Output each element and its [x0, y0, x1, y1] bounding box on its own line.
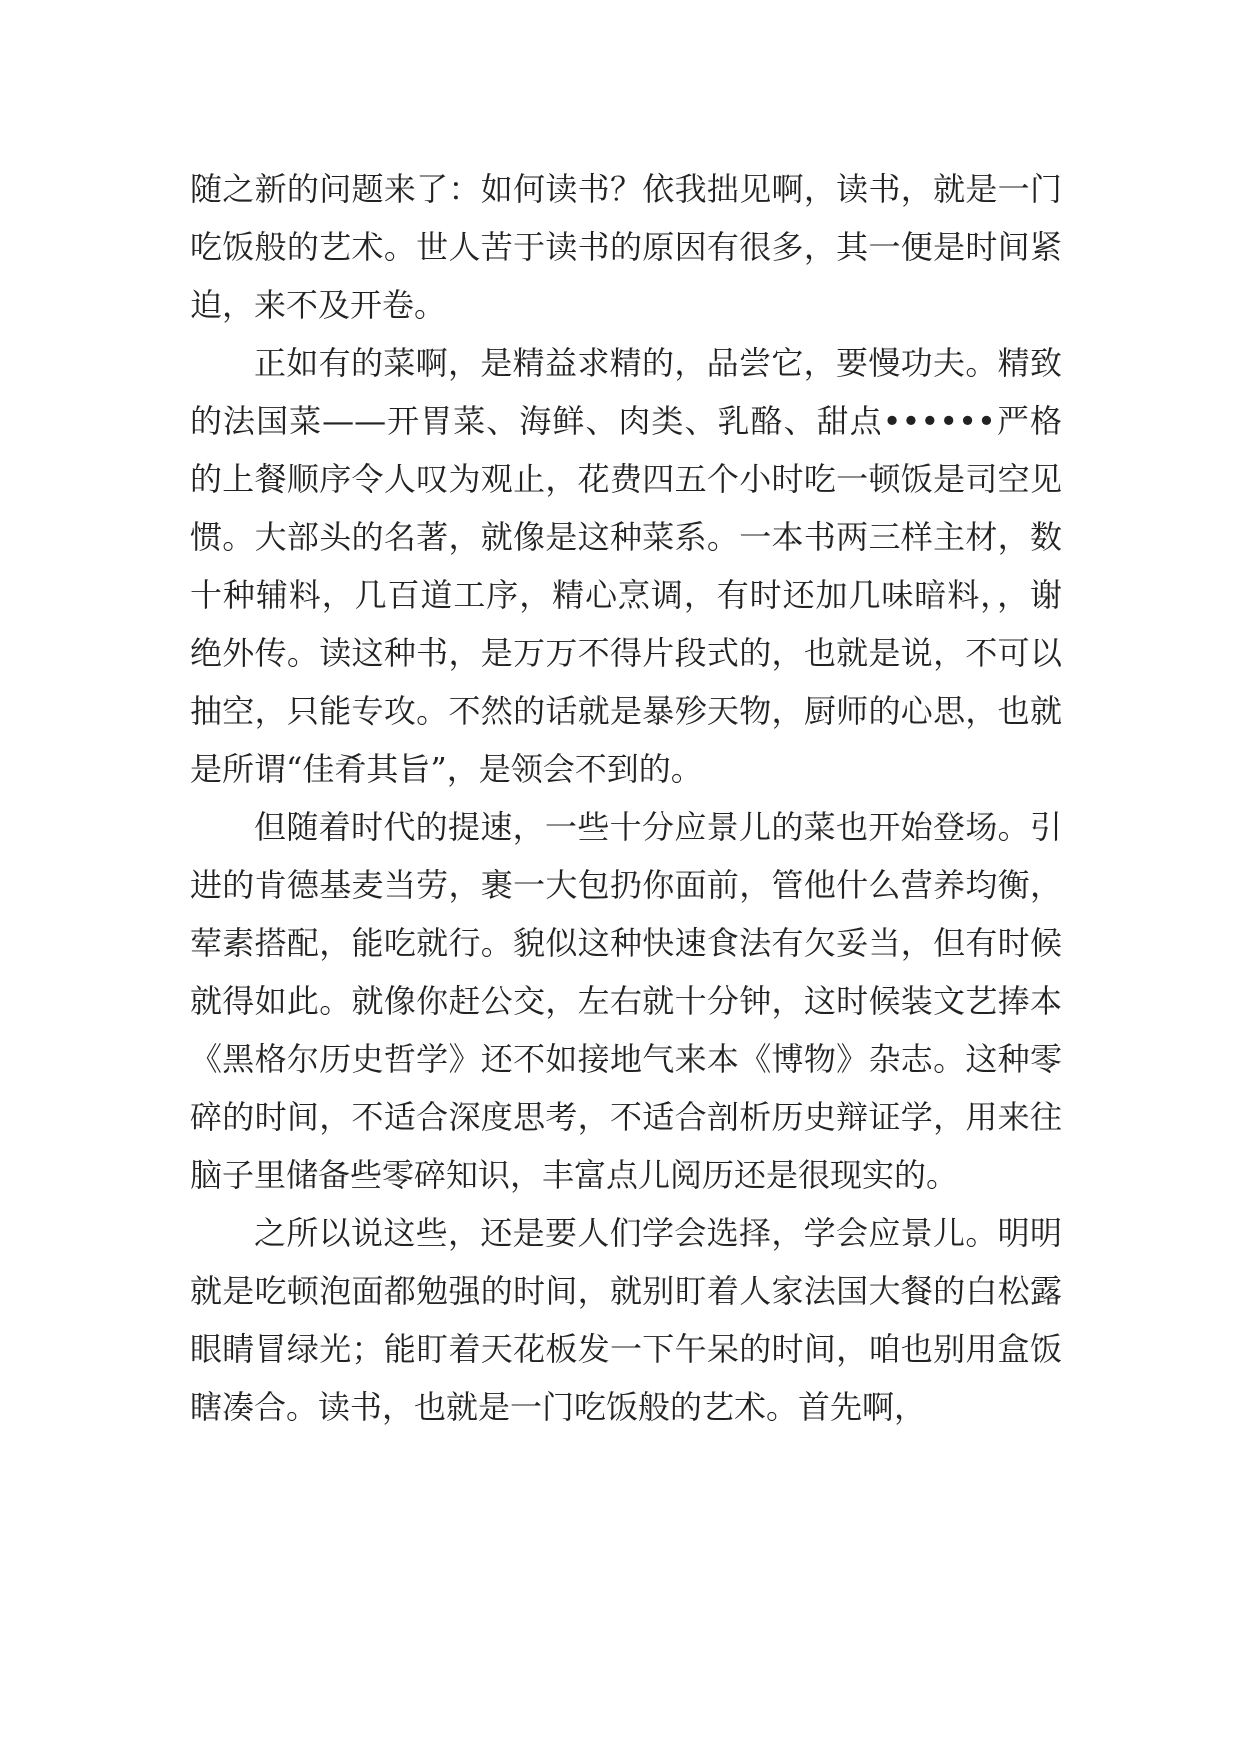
paragraph-3: 但随着时代的提速，一些十分应景儿的菜也开始登场。引进的肯德基麦当劳，裹一大包扔你面前，管他什么营养均衡，荤素搭配，能吃就行。貌似这种快速食法有欠妥当，但有时候就得如此。就像你赶公交，左右就十分钟，这时候装文艺捧本《黑格尔历史哲学》还不如接地气来本《博物》杂志。这种零碎的时间，不适合深度思考，不适合剖析历史辩证学，用来往脑子里储备些零碎知识，丰富点儿阅历还是很现实的。 — [190, 808, 1062, 1194]
paragraph-4: 之所以说这些，还是要人们学会选择，学会应景儿。明明就是吃顿泡面都勉强的时间，就别盯着人家法国大餐的白松露眼睛冒绿光；能盯着天花板发一下午呆的时间，咱也别用盒饭瞎凑合。读书，也就是一门吃饭般的艺术。首先啊， — [190, 1214, 1062, 1426]
paragraph-1: 随之新的问题来了：如何读书？依我拙见啊，读书，就是一门吃饭般的艺术。世人苦于读书的原因有很多，其一便是时间紧迫，来不及开卷。 — [190, 170, 1062, 324]
paragraph-2: 正如有的菜啊，是精益求精的，品尝它，要慢功夫。精致的法国菜——开胃菜、海鲜、肉类、乳酪、甜点••••••严格的上餐顺序令人叹为观止，花费四五个小时吃一顿饭是司空见惯。大部头的名著，就像是这种菜系。一本书两三样主材，数十种辅料，几百道工序，精心烹调，有时还加几味暗料，，谢绝外传。读这种书，是万万不得片段式的，也就是说，不可以抽空，只能专攻。不然的话就是暴殄天物，厨师的心思，也就是所谓“佳肴其旨”，是领会不到的。 — [190, 344, 1062, 788]
document-body — [190, 160, 1062, 1436]
